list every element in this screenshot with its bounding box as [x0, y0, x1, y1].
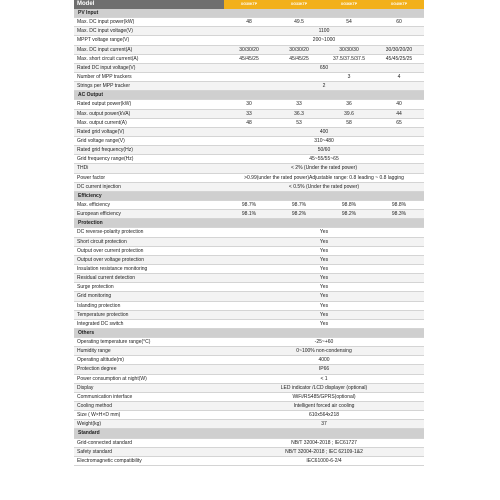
row-label: MPPT voltage range(V): [77, 37, 130, 44]
row-value: 2: [322, 83, 326, 90]
row-label: Insulation resistance monitoring: [77, 265, 148, 272]
row-value: Intelligent forced air cooling: [293, 403, 355, 410]
table-row: [74, 100, 424, 109]
table-row: [74, 155, 424, 164]
row-label: Max. output power(kVA): [77, 110, 131, 117]
row-value: 36.3: [294, 110, 304, 117]
table-row: [74, 174, 424, 183]
row-value: 50/60: [317, 147, 331, 154]
row-value: 98.8%: [391, 201, 407, 208]
row-label: Operating altitude(m): [77, 357, 124, 364]
row-value: 310~480: [314, 137, 334, 144]
row-value: 37.5/37.5/37.5: [333, 55, 365, 62]
table-row: [74, 439, 424, 448]
row-label: DC current injection: [77, 183, 121, 190]
table-row: [74, 347, 424, 356]
row-value: 58: [346, 119, 352, 126]
section-title: Standard: [78, 430, 100, 437]
row-value: 39.6: [344, 110, 354, 117]
row-value: >0.99(under the rated power)Adjustable range: 0.8 leading ~ 0.8 lagging: [244, 174, 404, 181]
row-label: Communication interface: [77, 393, 133, 400]
row-value: 30/30/30: [339, 46, 359, 53]
row-value: 3: [347, 73, 351, 80]
row-value: 53: [296, 119, 302, 126]
row-value: 54: [346, 19, 352, 26]
section-header: [74, 192, 424, 201]
row-label: Rated grid frequency(Hz): [77, 147, 133, 154]
table-row: [74, 18, 424, 27]
section-header: [74, 9, 424, 18]
table-row: [74, 164, 424, 173]
row-label: Max. short circuit current(A): [77, 55, 139, 62]
row-value: Yes: [319, 265, 329, 272]
row-label: Number of MPP trackers: [77, 73, 132, 80]
row-value: IP66: [318, 366, 330, 373]
table-row: [74, 283, 424, 292]
row-value: 1100: [318, 28, 330, 35]
row-label: Grid monitoring: [77, 293, 112, 300]
row-label: Max. DC input voltage(V): [77, 28, 133, 35]
table-row: [74, 137, 424, 146]
row-label: Short circuit protection: [77, 238, 127, 245]
row-value: 45/45/25: [239, 55, 259, 62]
row-value: 33: [296, 101, 302, 108]
row-value: < 0.5% (Under the rated power): [288, 183, 360, 190]
row-value: Yes: [319, 284, 329, 291]
row-value: < 1: [320, 375, 328, 382]
table-row: [74, 320, 424, 329]
row-label: Grid-connected standard: [77, 439, 133, 446]
row-value: 0~100% non-condensing: [296, 348, 352, 355]
row-label: Cooling method: [77, 403, 113, 410]
table-row: [74, 402, 424, 411]
row-label: THDi: [77, 165, 89, 172]
model-col-2: XG33KTP: [274, 0, 324, 9]
row-value: 36: [346, 101, 352, 108]
row-value: 49.5: [294, 19, 304, 26]
table-row: [74, 146, 424, 155]
table-row: [74, 384, 424, 393]
table-row: [74, 274, 424, 283]
table-row: [74, 420, 424, 429]
row-value: 30: [246, 101, 252, 108]
row-value: 65: [396, 119, 402, 126]
row-value: NB/T 32004-2018 ; IEC 62109-1&2: [285, 448, 363, 455]
table-row: [74, 238, 424, 247]
row-label: Grid frequency range(Hz): [77, 156, 134, 163]
row-value: Yes: [319, 229, 329, 236]
table-row: [74, 356, 424, 365]
section-header: [74, 329, 424, 338]
row-value: IEC61000-6-2/4: [306, 457, 342, 464]
table-row: [74, 201, 424, 210]
row-value: 610x564x218: [308, 412, 340, 419]
row-label: Max. DC input power(kW): [77, 19, 135, 26]
row-label: Output over voltage protection: [77, 256, 144, 263]
row-label: Size ( W×H×D mm): [77, 412, 121, 419]
row-value: 30/30/20: [289, 46, 309, 53]
table-row: [74, 36, 424, 45]
row-value: 48: [246, 19, 252, 26]
table-row: [74, 265, 424, 274]
row-value: 30/30/20: [239, 46, 259, 53]
row-value: Yes: [319, 311, 329, 318]
section-header: [74, 429, 424, 438]
spec-table: [74, 0, 424, 466]
table-row: [74, 64, 424, 73]
row-label: Temperature protection: [77, 311, 129, 318]
row-value: 98.2%: [291, 211, 307, 218]
row-label: Max. output current(A): [77, 119, 127, 126]
row-value: -25~+60: [314, 339, 334, 346]
table-row: [74, 46, 424, 55]
header-title: Model: [77, 1, 95, 7]
row-value: Yes: [319, 293, 329, 300]
table-row: [74, 375, 424, 384]
section-title: PV Input: [78, 10, 99, 16]
table-row: [74, 183, 424, 192]
row-label: European efficiency: [77, 211, 121, 218]
row-value: Yes: [319, 238, 329, 245]
row-label: Islanding protection: [77, 302, 121, 309]
table-row: [74, 82, 424, 91]
row-value: Yes: [319, 275, 329, 282]
section-title: AC Output: [78, 92, 103, 99]
table-row: [74, 247, 424, 256]
row-value: NB/T 32004-2018 ; IEC61727: [291, 439, 357, 446]
row-label: Max. efficiency: [77, 201, 110, 208]
section-header: [74, 219, 424, 228]
table-row: [74, 55, 424, 64]
row-value: 33: [246, 110, 252, 117]
row-label: Protection degree: [77, 366, 117, 373]
row-value: Yes: [319, 302, 329, 309]
row-value: 98.2%: [341, 211, 357, 218]
model-col-1: XG30KTP: [224, 0, 274, 9]
row-label: Output over current protection: [77, 247, 144, 254]
row-label: Rated output power(kW): [77, 101, 132, 108]
table-row: [74, 292, 424, 301]
table-body: [74, 9, 424, 466]
row-value: Yes: [319, 247, 329, 254]
row-value: 98.8%: [341, 201, 357, 208]
row-value: 98.1%: [241, 211, 257, 218]
row-label: Display: [77, 384, 94, 391]
row-value: 98.7%: [291, 201, 307, 208]
table-row: [74, 27, 424, 36]
row-label: Humidity range: [77, 348, 111, 355]
table-row: [74, 338, 424, 347]
model-col-3: XG36KTP: [324, 0, 374, 9]
row-value: 45/45/25/25: [385, 55, 413, 62]
row-label: Power factor: [77, 174, 106, 181]
table-row: [74, 457, 424, 466]
row-value: 98.7%: [241, 201, 257, 208]
row-value: Yes: [319, 320, 329, 327]
row-value: WiFi/RS485/GPRS(optional): [292, 393, 356, 400]
row-value: < 2% (Under the rated power): [290, 165, 357, 172]
row-value: 4000: [318, 357, 330, 364]
row-label: Power consumption at night(W): [77, 375, 147, 382]
row-label: Surge protection: [77, 284, 114, 291]
row-value: 37: [321, 421, 327, 428]
row-label: Rated DC input voltage(V): [77, 64, 136, 71]
row-value: 48: [246, 119, 252, 126]
table-row: [74, 228, 424, 237]
section-header: [74, 91, 424, 100]
table-row: [74, 411, 424, 420]
row-label: Grid voltage range(V): [77, 137, 125, 144]
row-label: Electromagnetic compatibility: [77, 457, 142, 464]
row-value: LED indicator /LCD displayer (optional): [280, 384, 368, 391]
row-value: 45~55/55~65: [309, 156, 339, 163]
row-label: Operating temperature range(°C): [77, 339, 151, 346]
table-row: [74, 448, 424, 457]
section-title: Others: [78, 329, 95, 336]
row-value: 200~1000: [312, 37, 336, 44]
table-row: [74, 311, 424, 320]
row-label: Max. DC input current(A): [77, 46, 133, 53]
row-value: 40: [396, 101, 402, 108]
row-label: Residual current detection: [77, 275, 136, 282]
table-row: [74, 73, 424, 82]
row-label: Weight(kg): [77, 421, 102, 428]
row-label: Safety standard: [77, 448, 113, 455]
table-row: [74, 256, 424, 265]
table-row: [74, 110, 424, 119]
table-row: [74, 128, 424, 137]
row-value: 45/45/25: [289, 55, 309, 62]
row-value: 30/30/20/20: [385, 46, 413, 53]
row-value: 4: [397, 73, 401, 80]
model-col-4: XG40KTP: [374, 0, 424, 9]
row-label: DC reverse-polarity protection: [77, 229, 144, 236]
section-title: Protection: [78, 220, 103, 227]
table-row: [74, 393, 424, 402]
row-label: Rated grid voltage(V): [77, 128, 125, 135]
row-value: 60: [396, 19, 402, 26]
table-row: [74, 210, 424, 219]
row-value: Yes: [319, 256, 329, 263]
table-row: [74, 302, 424, 311]
section-title: Efficiency: [78, 192, 102, 199]
row-value: 44: [396, 110, 402, 117]
table-row: [74, 365, 424, 374]
table-row: [74, 119, 424, 128]
row-value: 400: [319, 128, 329, 135]
row-value: 650: [319, 64, 329, 71]
row-label: Strings per MPP tracker: [77, 83, 130, 90]
row-label: Integrated DC switch: [77, 320, 124, 327]
table-header: [74, 0, 424, 9]
row-value: 98.3%: [391, 211, 407, 218]
